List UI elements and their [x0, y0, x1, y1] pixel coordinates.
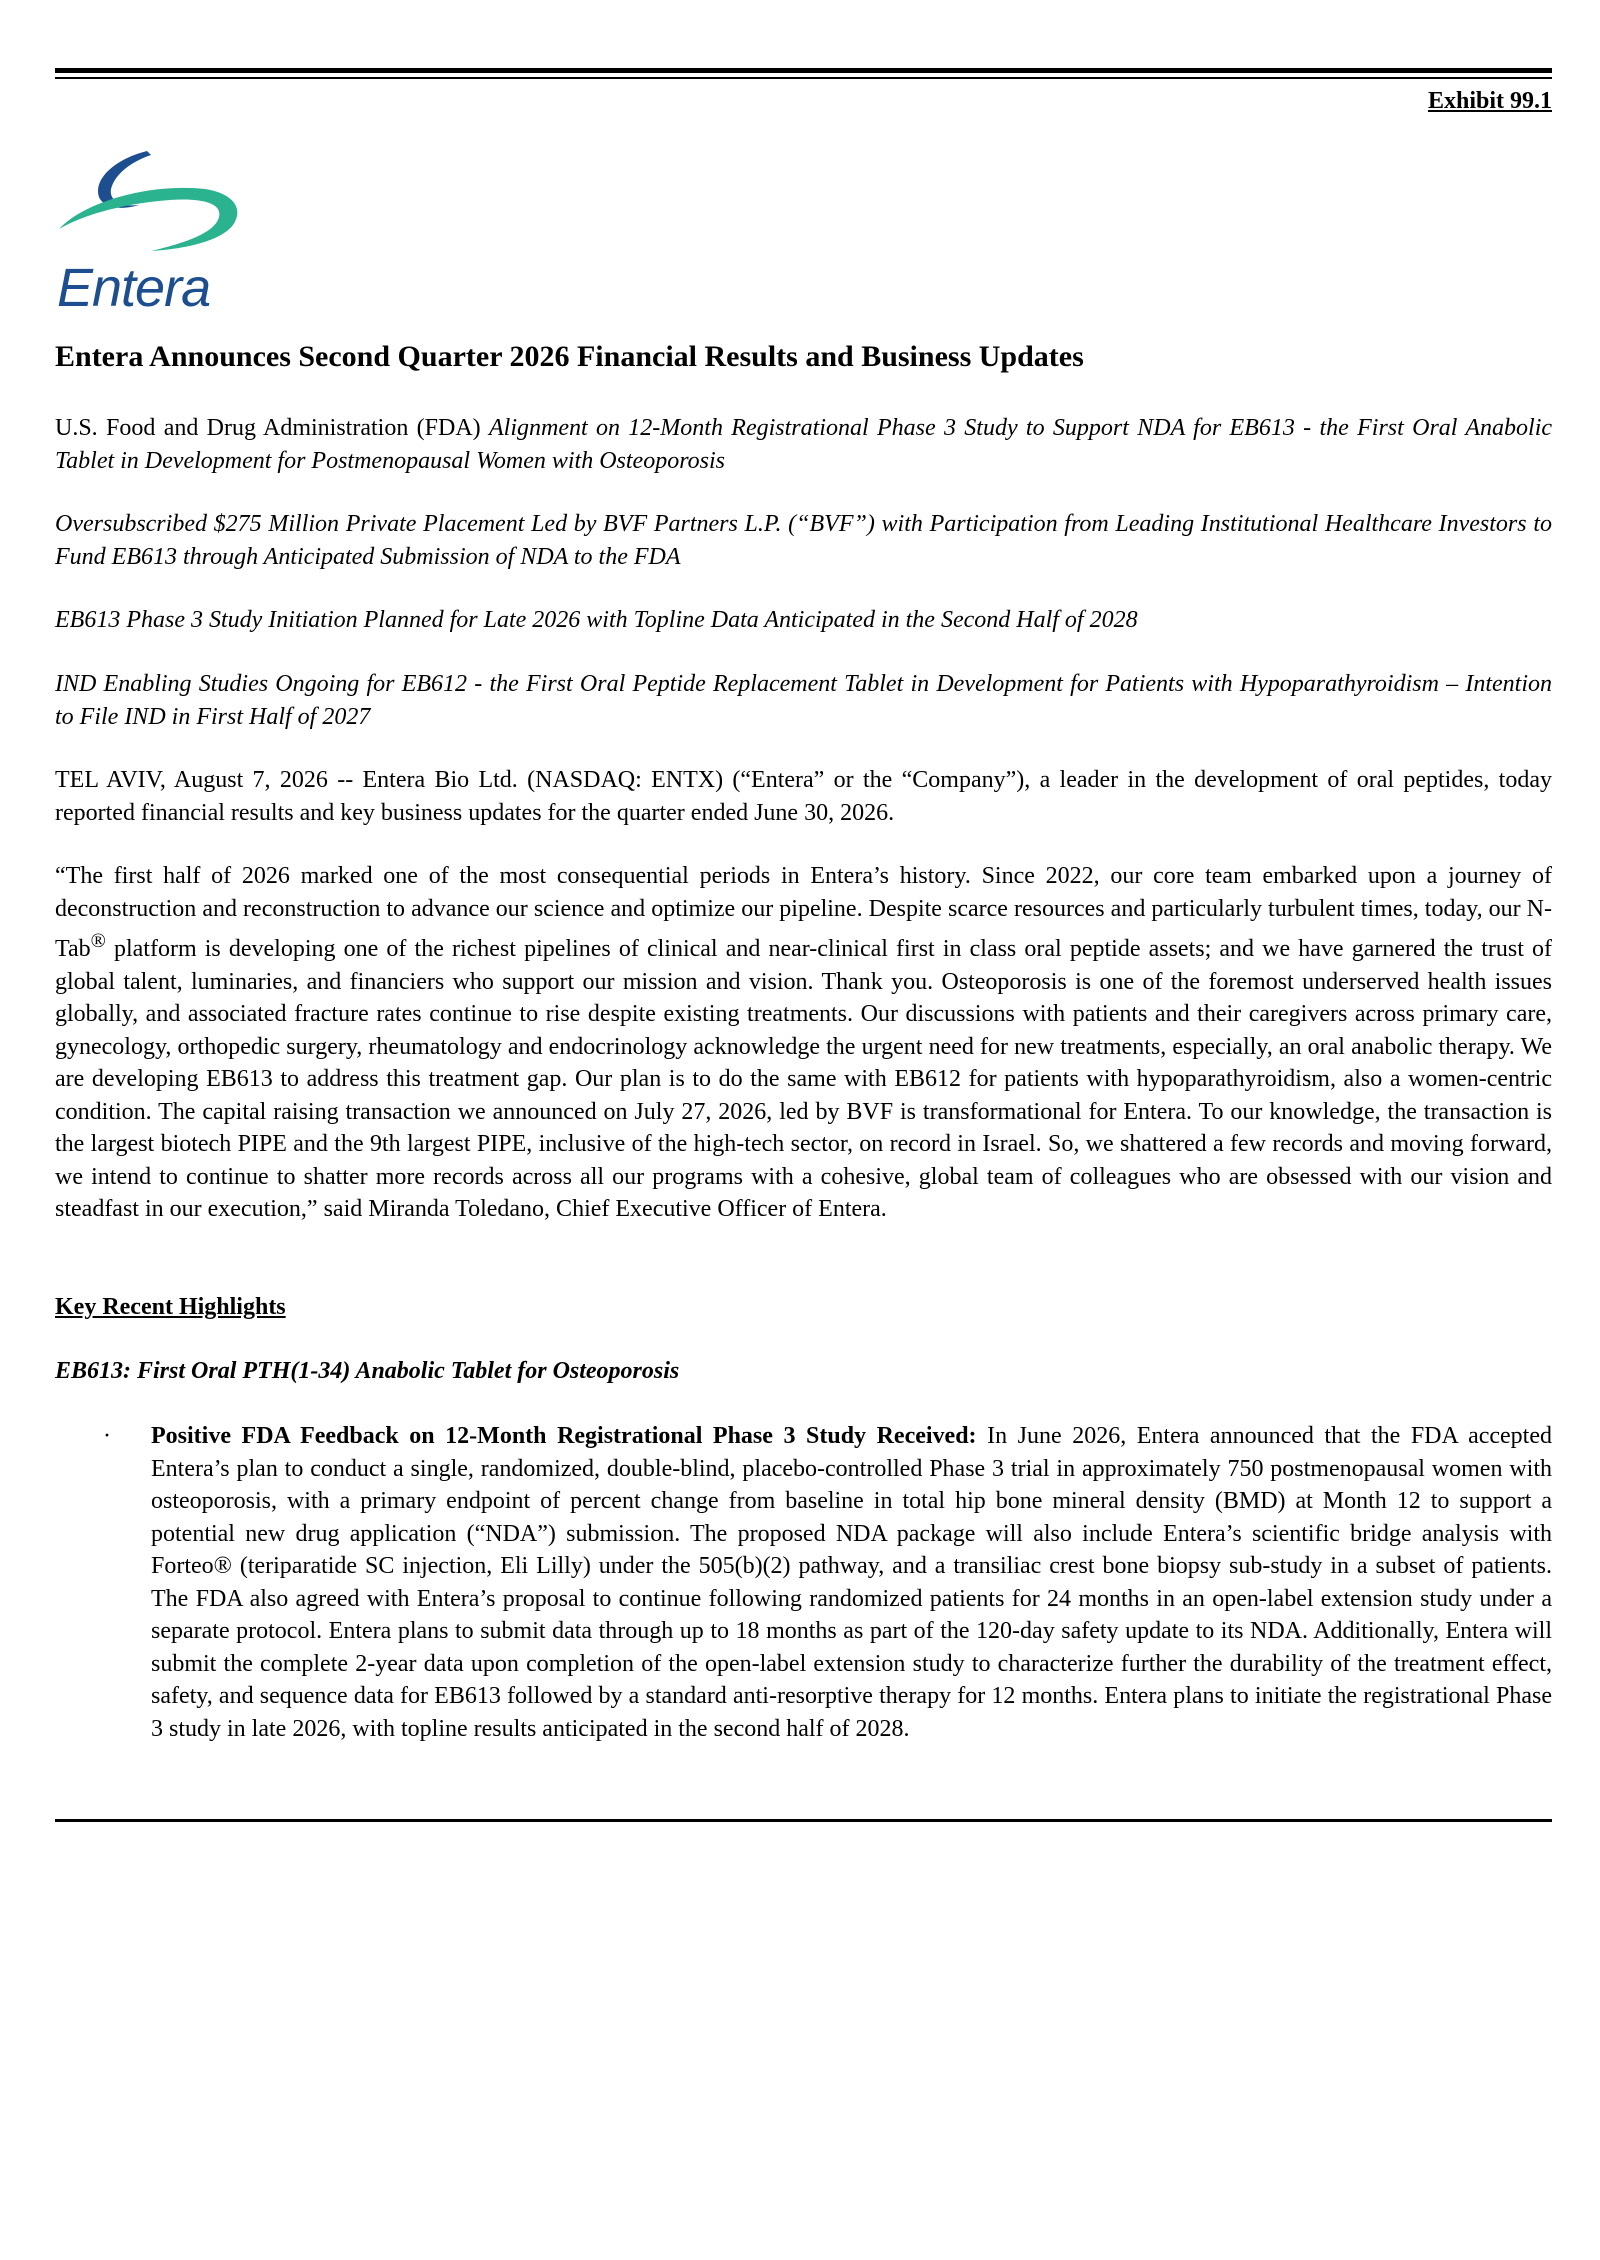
swoosh-logo-icon	[55, 145, 245, 255]
bullet-body: In June 2026, Entera announced that the FDA accepted Entera’s plan to conduct a single, randomized, double-blind, placebo-controlled Phase 3 trial in approximately 750 postmenopausal women with osteoporosis, with a primary endpoint of percent change from baseline in total hip bone mineral density (BMD) at Month 12 to support a potential new drug application (“NDA”) submission. The proposed NDA package will also include Entera’s scientific bridge analysis with Forteo® (teriparatide SC injection, Eli Lilly) under the 505(b)(2) pathway, and a transiliac crest bone biopsy sub-study in a subset of patients. The FDA also agreed with Entera’s proposal to continue following randomized patients for 24 months in an open-label extension study under a separate protocol. Entera plans to submit data through up to 18 months as part of the 120-day safety update to its NDA. Additionally, Entera will submit the complete 2-year data upon completion of the open-label extension study to characterize further the durability of the treatment effect, safety, and sequence data for EB613 followed by a standard anti-resorptive therapy for 12 months. Entera plans to initiate the registrational Phase 3 study in late 2026, with topline results anticipated in the second half of 2028.	[151, 1423, 1552, 1742]
subhead-private-placement: Oversubscribed $275 Million Private Placement Led by BVF Partners L.P. (“BVF”) with Participation from Leading Institutional Healthcare Investors to Fund EB613 through Anticipated Submission of NDA to the FDA	[55, 511, 1552, 570]
quote-part-2: platform is developing one of the richest pipelines of clinical and near-clinical first in class oral peptide assets; and we have garnered the trust of global talent, luminaries, and financiers who support our mission and vision. Thank you. Osteoporosis is one of the foremost underserved health issues globally, and associated fracture rates continue to rise despite existing treatments. Our discussions with patients and their caregivers across primary care, gynecology, orthopedic surgery, rheumatology and endocrinology acknowledge the urgent need for new treatments, especially, an oral anabolic therapy. We are developing EB613 to address this treatment gap. Our plan is to do the same with EB612 for patients with hypoparathyroidism, also a women-centric condition. The capital raising transaction we announced on July 27, 2026, led by BVF is transformational for Entera. To our knowledge, the transaction is the largest biotech PIPE and the 9th largest PIPE, inclusive of the high-tech sector, on record in Israel. So, we shattered a few records and moving forward, we intend to continue to shatter more records across all our programs with a cohesive, global team of colleagues who are obsessed with our vision and steadfast in our execution,” said Miranda Toledano, Chief Executive Officer of Entera.	[55, 936, 1552, 1222]
top-double-rule	[55, 68, 1552, 79]
subhead-fda-alignment	[55, 412, 1552, 477]
subhead-eb612-ind: IND Enabling Studies Ongoing for EB612 - the First Oral Peptide Replacement Tablet in Development for Patients with Hypoparathyroidism – Intention to File IND in First Half of 2027	[55, 671, 1552, 730]
subhead-fda-italic: Alignment on 12-Month Registrational Phase 3 Study to Support NDA for EB613 - the First Oral Anabolic Tablet in Development for Postmenopausal Women with Osteoporosis	[55, 415, 1553, 474]
key-highlights-heading: Key Recent Highlights	[55, 1294, 286, 1320]
subhead-eb613-phase3: EB613 Phase 3 Study Initiation Planned for Late 2026 with Topline Data Anticipated in the Second Half of 2028	[55, 607, 1138, 633]
entera-logo	[55, 145, 245, 318]
page-title: Entera Announces Second Quarter 2026 Financial Results and Business Updates	[55, 340, 1084, 373]
eb613-section-heading: EB613: First Oral PTH(1-34) Anabolic Tablet for Osteoporosis	[55, 1358, 680, 1384]
bullet-text	[151, 1420, 1552, 1745]
bottom-rule	[55, 1819, 1552, 1822]
ceo-quote-paragraph	[55, 860, 1552, 1226]
bullet-bold-lead: Positive FDA Feedback on 12-Month Registrational Phase 3 Study Received:	[151, 1423, 977, 1449]
subhead-fda-prefix: U.S. Food and Drug Administration (FDA)	[55, 415, 489, 441]
intro-paragraph: TEL AVIV, August 7, 2026 -- Entera Bio Ltd. (NASDAQ: ENTX) (“Entera” or the “Company”), a leader in the development of oral peptides, today reported financial results and key business updates for the quarter ended June 30, 2026.	[55, 767, 1552, 826]
logo-wordmark: Entera	[57, 258, 211, 318]
bullet-marker: ·	[103, 1423, 111, 1449]
exhibit-label: Exhibit 99.1	[1427, 88, 1552, 114]
quote-part-1: “The first half of 2026 marked one of the most consequential periods in Entera’s history. Since 2022, our core team embarked upon a journey of deconstruction and reconstruction to advance our science and optimize our pipeline. Despite scarce resources and particularly turbulent times, today, our N-Tab	[55, 863, 1552, 962]
registered-mark: ®	[90, 930, 106, 952]
